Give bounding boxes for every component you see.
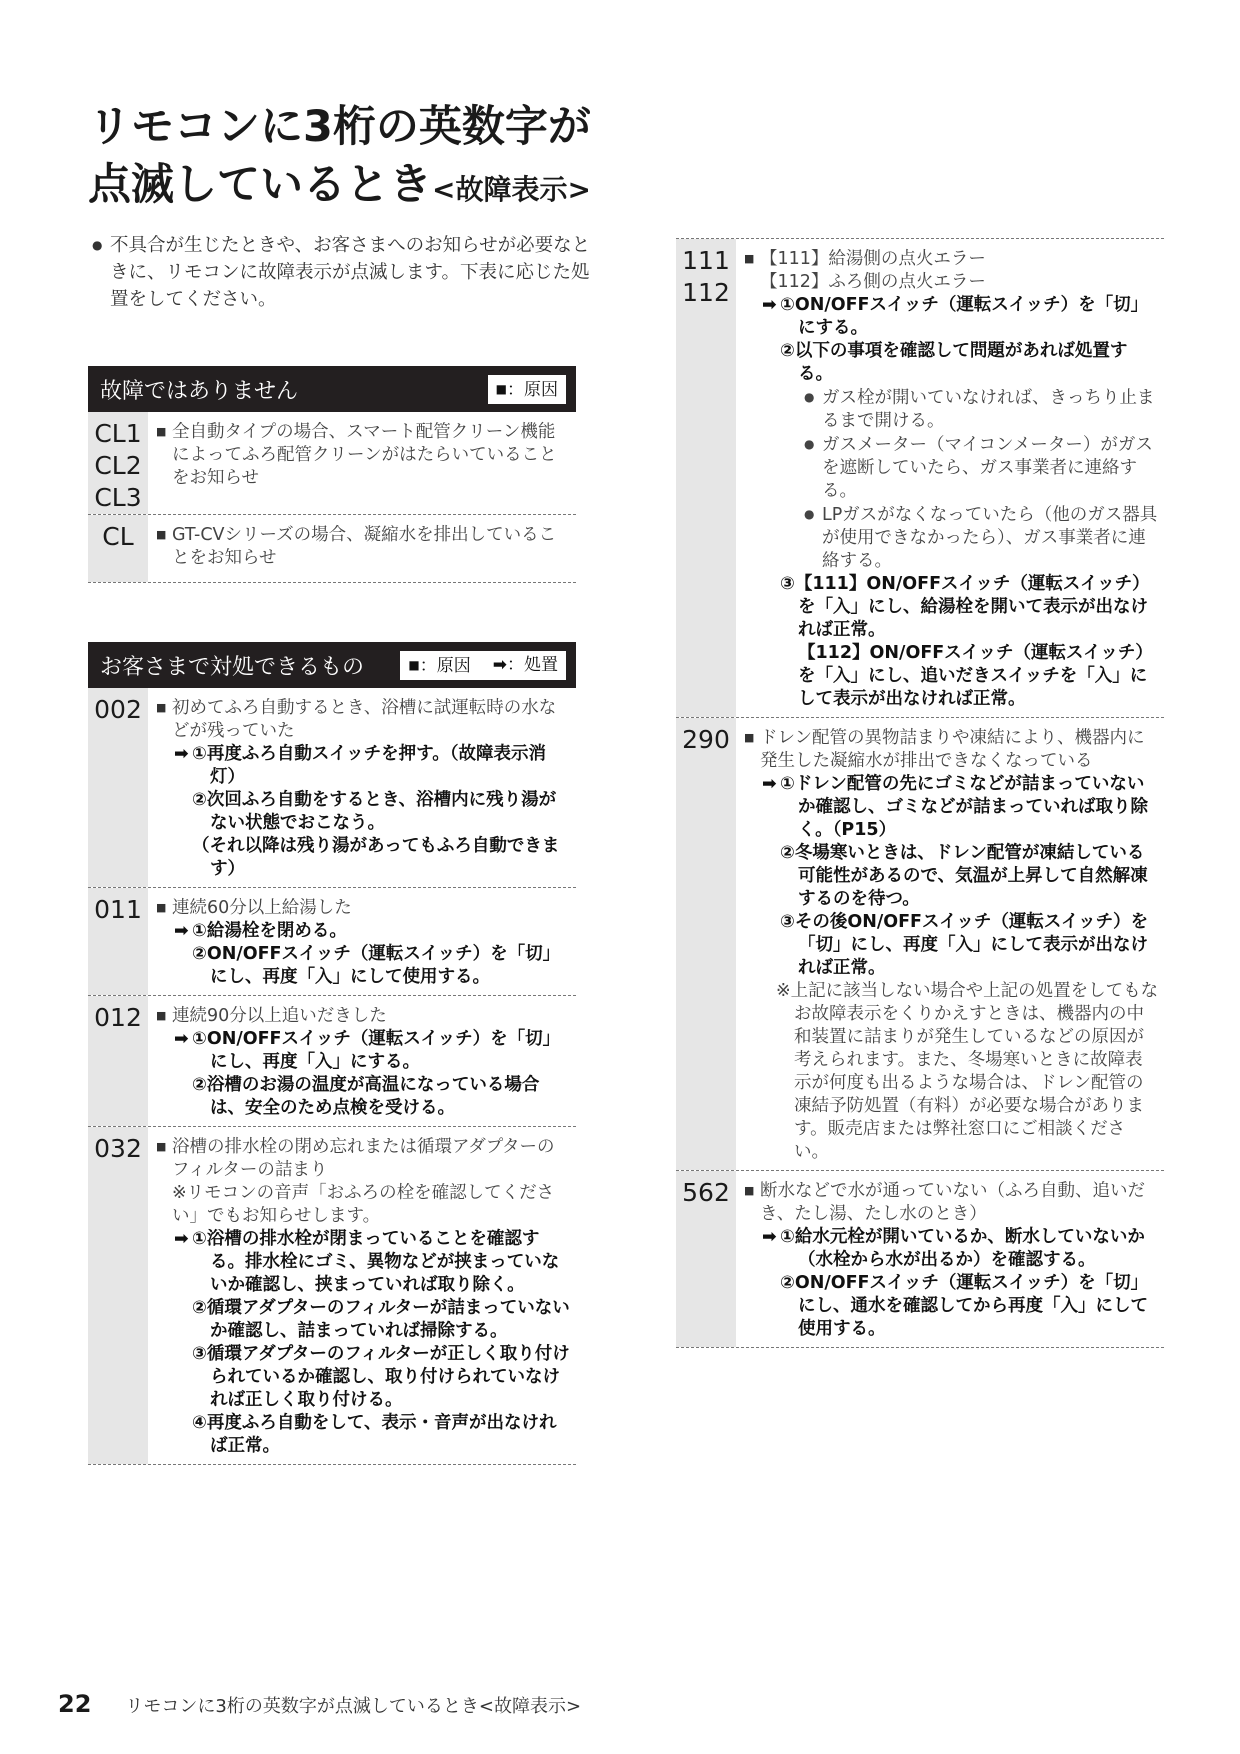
arrow-right-icon: ➡: [762, 774, 777, 794]
action-step: ➡ ①ON/OFFスイッチ（運転スイッチ）を「切」にし、再度「入」にする。: [174, 1029, 561, 1072]
action-step: ④再度ふろ自動をして、表示・音声が出なければ正常。: [192, 1413, 557, 1456]
arrow-right-icon: ➡: [492, 654, 507, 675]
row-body: [148, 688, 576, 887]
action-step: ➡ ①浴槽の排水栓が閉まっていることを確認する。排水栓にゴミ、異物などが挟まっていないか確認し、挟まっていれば取り除く。: [174, 1229, 560, 1295]
legend: [488, 375, 566, 404]
table-row: [88, 515, 576, 583]
table-row: [676, 718, 1164, 1171]
title-line2: 点滅しているとき: [88, 160, 432, 210]
table-row: [676, 239, 1164, 718]
row-body: [736, 718, 1164, 1170]
row-body: [736, 1171, 1164, 1347]
section-heading: お客さまで対処できるもの: [100, 654, 365, 680]
section-not-fault: [88, 366, 576, 583]
check-item: ● ガスメーター（マイコンメーター）がガスを遮断していたら、ガス事業者に連絡する。: [744, 433, 1160, 503]
section-heading: 故障ではありません: [100, 378, 299, 404]
section-header: [88, 642, 576, 688]
cause-text: ■ 【111】給湯側の点火エラー: [744, 247, 1160, 271]
table-row: [676, 1171, 1164, 1348]
legend: [400, 651, 566, 680]
action-step: ②冬場寒いときは、ドレン配管が凍結している可能性があるので、気温が上昇して自然解凍するのを待つ。: [780, 843, 1148, 909]
cause-text: ■ 連続90分以上追いだきした: [156, 1004, 572, 1028]
row-body: [148, 1127, 576, 1464]
cause-text: 【112】ふろ側の点火エラー: [760, 272, 986, 292]
error-code: 002: [88, 688, 148, 887]
action-step: ②ON/OFFスイッチ（運転スイッチ）を「切」にし、通水を確認してから再度「入」にして使用する。: [780, 1273, 1149, 1339]
cause-text: ■ GT-CVシリーズの場合、凝縮水を排出していることをお知らせ: [156, 523, 572, 570]
error-code: CL1 CL2 CL3: [88, 412, 148, 514]
arrow-right-icon: ➡: [762, 1227, 777, 1247]
action-step: ③【111】ON/OFFスイッチ（運転スイッチ）を「入」にし、給湯栓を開いて表示が出なければ正常。: [780, 574, 1150, 640]
title-line1: リモコンに3桁の英数字が: [88, 102, 591, 152]
legend-cause: ■：原因: [408, 655, 471, 676]
cause-text: ■ 初めてふろ自動するとき、浴槽に試運転時の水などが残っていた: [156, 696, 572, 743]
error-code: 562: [676, 1171, 736, 1347]
note-text: ※リモコンの音声「おふろの栓を確認してください」でもお知らせします。: [172, 1183, 555, 1226]
table-row: [88, 688, 576, 888]
cause-text: ■ 連続60分以上給湯した: [156, 896, 572, 920]
section-header: [88, 366, 576, 412]
table-row: [88, 412, 576, 515]
legend-action: ➡：処置: [492, 654, 558, 675]
action-step: ➡ ①ON/OFFスイッチ（運転スイッチ）を「切」にする。: [762, 295, 1149, 338]
arrow-right-icon: ➡: [174, 1229, 189, 1249]
square-icon: ■: [408, 657, 420, 672]
arrow-right-icon: ➡: [174, 921, 189, 941]
table-row: [88, 888, 576, 996]
error-code: 111 112: [676, 239, 736, 717]
cause-text: ■ ドレン配管の異物詰まりや凍結により、機器内に発生した凝縮水が排出できなくなっている: [744, 726, 1160, 773]
check-item: ● LPガスがなくなっていたら（他のガス器具が使用できなかったら）、ガス事業者に連絡する。: [744, 503, 1160, 573]
arrow-right-icon: ➡: [174, 1029, 189, 1049]
section-customer-fix: [88, 642, 576, 1465]
action-step: ②以下の事項を確認して問題があれば処置する。: [780, 341, 1128, 384]
error-code: 290: [676, 718, 736, 1170]
cause-text: ■ 全自動タイプの場合、スマート配管クリーン機能によってふろ配管クリーンがはたらいていることをお知らせ: [156, 420, 572, 490]
action-step: ➡ ①再度ふろ自動スイッチを押す。（故障表示消灯）: [174, 744, 546, 787]
page-footer: [58, 1690, 581, 1718]
page-number: 22: [58, 1690, 92, 1718]
cause-text: ■ 断水などで水が通っていない（ふろ自動、追いだき、たし湯、たし水のとき）: [744, 1179, 1160, 1226]
action-step: ②ON/OFFスイッチ（運転スイッチ）を「切」にし、再度「入」にして使用する。: [192, 944, 561, 987]
legend-cause: ■：原因: [495, 379, 558, 400]
action-step: ③その後ON/OFFスイッチ（運転スイッチ）を「切」にし、再度「入」にして表示が出なければ正常。: [780, 912, 1149, 978]
intro-text: ● 不具合が生じたときや、お客さまへのお知らせが必要なときに、リモコンに故障表示が点滅します。下表に応じた処置をしてください。: [92, 232, 600, 313]
row-body: [148, 412, 576, 514]
row-body: [148, 888, 576, 995]
action-step: ➡ ①給湯栓を閉める。: [174, 921, 347, 941]
action-step: ②浴槽のお湯の温度が高温になっている場合は、安全のため点検を受ける。: [192, 1075, 540, 1118]
error-code: 032: [88, 1127, 148, 1464]
check-item: ● ガス栓が開いていなければ、きっちり止まるまで開ける。: [744, 386, 1160, 433]
action-step: ②次回ふろ自動をするとき、浴槽内に残り湯がない状態でおこなう。: [192, 790, 557, 833]
action-step: ➡ ①給水元栓が開いているか、断水していないか（水栓から水が出るか）を確認する。: [762, 1227, 1145, 1270]
row-body: [148, 996, 576, 1126]
error-code: 011: [88, 888, 148, 995]
action-step: ③循環アダプターのフィルターが正しく取り付けられているか確認し、取り付けられていなければ正しく取り付ける。: [192, 1344, 570, 1410]
row-body: [736, 239, 1164, 717]
table-row: [88, 1127, 576, 1465]
arrow-right-icon: ➡: [174, 744, 189, 764]
action-step: 【112】ON/OFFスイッチ（運転スイッチ）を「入」にし、追いだきスイッチを「入」にして表示が出なければ正常。: [798, 643, 1153, 709]
page-title: [88, 98, 591, 219]
arrow-right-icon: ➡: [762, 295, 777, 315]
action-step: ②循環アダプターのフィルターが詰まっていないか確認し、詰まっていれば掃除する。: [192, 1298, 570, 1341]
note-text: ※上記に該当しない場合や上記の処置をしてもなお故障表示をくりかえすときは、機器内の中和装置に詰まりが発生しているなどの原因が考えられます。また、冬場寒いときに故障表示が何度も出るような場合は、ドレン配管の凍結予防処置（有料）が必要な場合があります。販売店または弊社窓口にご相談ください。: [776, 981, 1159, 1162]
table-row: [88, 996, 576, 1127]
title-suffix: <故障表示>: [432, 173, 591, 206]
action-step: ➡ ①ドレン配管の先にゴミなどが詰まっていないか確認し、ゴミなどが詰まっていれば取り除く。（P15）: [762, 774, 1148, 840]
square-icon: ■: [495, 381, 507, 396]
error-code: 012: [88, 996, 148, 1126]
action-step: （それ以降は残り湯があってもふろ自動できます）: [192, 836, 560, 879]
error-code: CL: [88, 515, 148, 582]
cause-text: ■ 浴槽の排水栓の閉め忘れまたは循環アダプターのフィルターの詰まり: [156, 1135, 572, 1182]
right-column: [676, 238, 1164, 1348]
footer-title: リモコンに3桁の英数字が点滅しているとき<故障表示>: [125, 1696, 582, 1717]
row-body: [148, 515, 576, 582]
